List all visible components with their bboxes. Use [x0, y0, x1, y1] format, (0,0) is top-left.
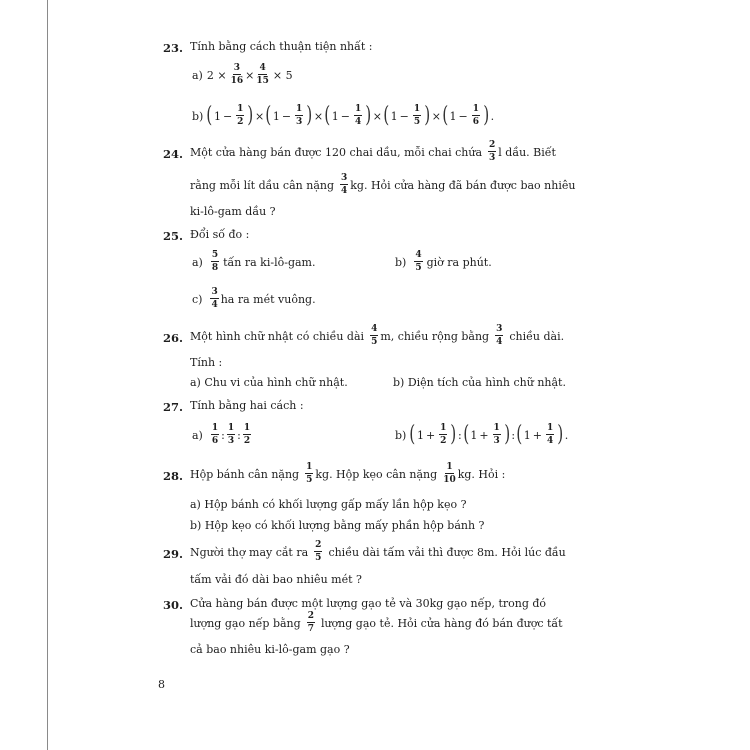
- problem-28b: b) Hộp kẹo có khối lượng bằng mấy phần hộp bánh ?: [190, 519, 485, 532]
- problem-27a: a) $\frac{1}{6}$ : $\frac{1}{3}$ : $\frac{1}{2}$: [192, 423, 251, 446]
- problem-23a: a) 2 × $\frac{3}{16}$ × $\frac{4}{15}$ × 5: [192, 63, 293, 86]
- problem-number: 26.: [163, 331, 184, 345]
- fraction: $\frac{2}{3}$: [489, 140, 496, 163]
- problem-27b: b) ( 1 + $\frac{1}{2}$ ) : ( 1 + $\frac{1}{3}$ ) : ( 1 + $\frac{1}{4}$ ) .: [395, 422, 569, 447]
- fraction: $\frac{1}{5}$: [306, 462, 313, 485]
- problem-number: 27.: [163, 400, 184, 414]
- problem-28a: a) Hộp bánh có khối lượng gấp mấy lần hộp kẹo ?: [190, 498, 467, 511]
- problem-text-line: ki-lô-gam dầu ?: [190, 205, 276, 218]
- problem-text-line: Người thợ may cắt ra $\frac{2}{5}$ chiều dài tấm vải thì được 8m. Hỏi lúc đầu: [190, 540, 566, 563]
- problem-26b: b) Diện tích của hình chữ nhật.: [393, 376, 566, 389]
- problem-number: 23.: [163, 41, 184, 55]
- problem-25b: b) $\frac{4}{5}$ giờ ra phút.: [395, 250, 492, 273]
- problem-number: 30.: [163, 598, 184, 612]
- problem-text-line: cả bao nhiêu ki-lô-gam gạo ?: [190, 643, 350, 656]
- fraction: $\frac{2}{5}$: [315, 540, 322, 563]
- problem-text-line: Hộp bánh cân nặng $\frac{1}{5}$ kg. Hộp kẹo cân nặng $\frac{1}{10}$ kg. Hỏi :: [190, 462, 506, 485]
- fraction: $\frac{1}{3}$: [227, 423, 235, 446]
- paren-group: ( 1 + $\frac{1}{4}$ ): [516, 422, 564, 447]
- fraction: $\frac{3}{4}$: [496, 324, 503, 347]
- fraction: $\frac{4}{5}$: [371, 324, 378, 347]
- fraction: $\frac{1}{6}$: [211, 423, 219, 446]
- page-margin-line: [47, 0, 48, 750]
- problem-text: Tính bằng hai cách :: [190, 399, 304, 412]
- paren-group: ( 1 − $\frac{1}{4}$ ): [324, 103, 372, 128]
- problem-text: Đổi số đo :: [190, 228, 250, 241]
- problem-25a: a) $\frac{5}{8}$ tấn ra ki-lô-gam.: [192, 250, 316, 273]
- paren-group: ( 1 − $\frac{1}{3}$ ): [265, 103, 313, 128]
- problem-23b: b) ( 1 − $\frac{1}{2}$ ) × ( 1 − $\frac{1}{3}$ ) × ( 1 − $\frac{1}{4}$ ) × ( 1 − $\frac{1}{5}$ ) × ( 1 − $\frac{1}{6}$ ) .: [192, 103, 495, 128]
- fraction: $\frac{1}{2}$: [243, 423, 251, 446]
- problem-text: Tính bằng cách thuận tiện nhất :: [190, 40, 373, 53]
- problem-number: 29.: [163, 547, 184, 561]
- page-number: 8: [158, 678, 165, 691]
- fraction: $\frac{3}{4}$: [341, 173, 348, 196]
- problem-text-line: Một hình chữ nhật có chiều dài $\frac{4}{5}$ m, chiều rộng bằng $\frac{3}{4}$ chiều dài.: [190, 324, 565, 347]
- problem-text-line: tấm vải đó dài bao nhiêu mét ?: [190, 573, 362, 586]
- problem-text-line: Tính :: [190, 356, 223, 369]
- problem-number: 24.: [163, 147, 184, 161]
- problem-26a: a) Chu vi của hình chữ nhật.: [190, 376, 348, 389]
- fraction: $\frac{1}{10}$: [443, 462, 456, 485]
- problem-number: 25.: [163, 229, 184, 243]
- fraction: $\frac{3}{16}$: [230, 63, 244, 86]
- paren-group: ( 1 − $\frac{1}{6}$ ): [442, 103, 490, 128]
- problem-number: 28.: [163, 469, 184, 483]
- fraction: $\frac{4}{5}$: [415, 250, 422, 273]
- paren-group: ( 1 + $\frac{1}{3}$ ): [463, 422, 511, 447]
- problem-25c: c) $\frac{3}{4}$ ha ra mét vuông.: [192, 287, 316, 310]
- problem-text-line: lượng gạo nếp bằng $\frac{2}{7}$ lượng gạo tẻ. Hỏi cửa hàng đó bán được tất: [190, 611, 563, 634]
- problem-text-line: Một cửa hàng bán được 120 chai dầu, mỗi chai chứa $\frac{2}{3}$ l dầu. Biết: [190, 140, 556, 163]
- problem-text-line: rằng mỗi lít dầu cân nặng $\frac{3}{4}$ kg. Hỏi cửa hàng đã bán được bao nhiêu: [190, 173, 576, 196]
- problem-text-line: Cửa hàng bán được một lượng gạo tẻ và 30kg gạo nếp, trong đó: [190, 597, 547, 610]
- fraction: $\frac{2}{7}$: [307, 611, 314, 634]
- fraction: $\frac{3}{4}$: [211, 287, 218, 310]
- fraction: $\frac{4}{15}$: [256, 63, 269, 86]
- paren-group: ( 1 + $\frac{1}{2}$ ): [409, 422, 457, 447]
- fraction: $\frac{5}{8}$: [211, 250, 219, 273]
- paren-group: ( 1 − $\frac{1}{2}$ ): [206, 103, 254, 128]
- paren-group: ( 1 − $\frac{1}{5}$ ): [383, 103, 431, 128]
